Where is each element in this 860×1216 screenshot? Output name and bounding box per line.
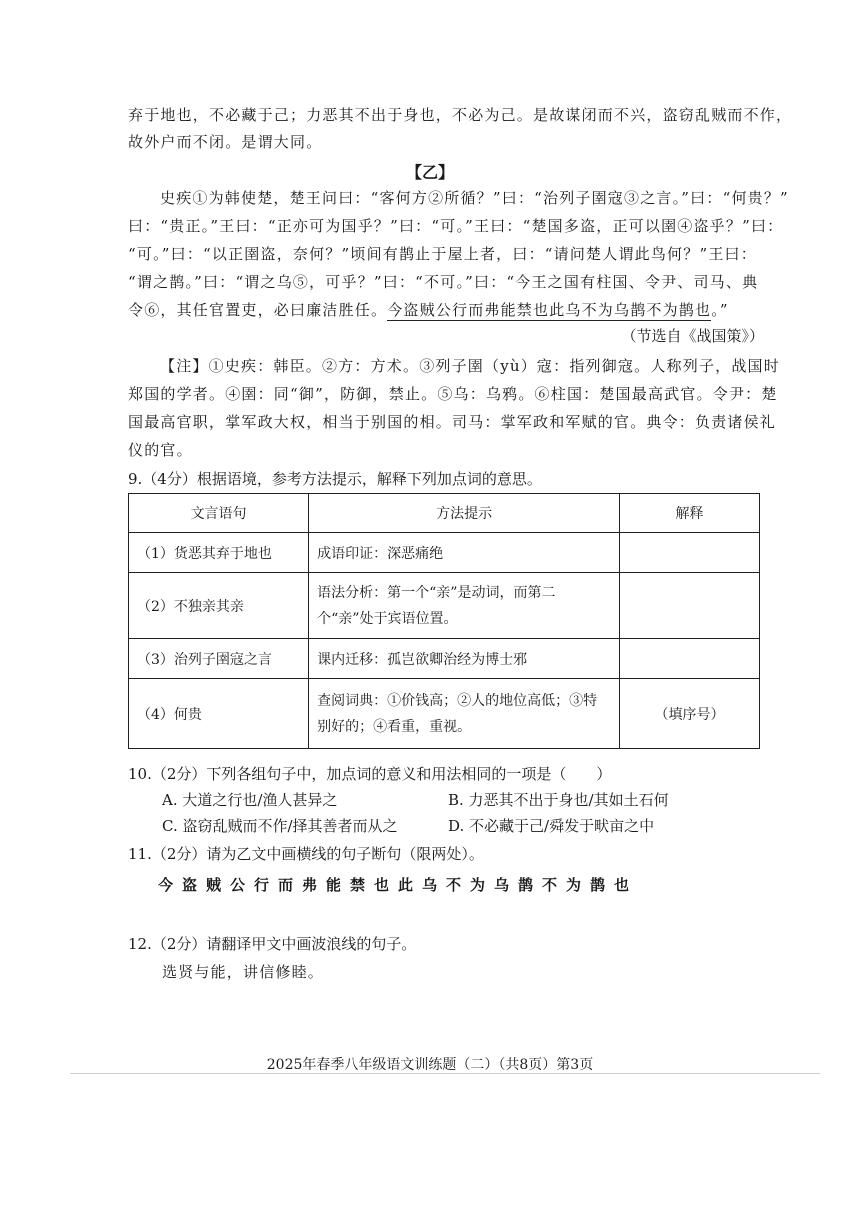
sentence-cell: （1）货恶其弃于地也	[129, 533, 309, 573]
notes-line: 仪的官。	[128, 441, 193, 459]
passage-yi-text: 。”	[711, 301, 729, 319]
question-12-stem: 12.（2分）请翻译甲文中画波浪线的句子。	[128, 935, 417, 953]
question-9-stem: 9.（4分）根据语境，参考方法提示，解释下列加点词的意思。	[128, 470, 542, 488]
sentence-cell: （3）治列子圉寇之言	[129, 639, 309, 679]
notes-line: 郑国的学者。④圉：同“御”，防御，禁止。⑤乌：乌鸦。⑥柱国：楚国最高武官。令尹：楚	[128, 385, 778, 403]
table-row	[129, 533, 760, 573]
hint-cell: 查阅词典：①价钱高；②人的地位高低；③特别好的；④看重，重视。	[309, 679, 620, 749]
notes-line: 【注】①史疾：韩臣。②方：方术。③列子圉（yù）寇：指列御寇。人称列子，战国时	[160, 357, 780, 375]
hint-cell: 课内迁移：孤岂欲卿治经为博士邪	[309, 639, 620, 679]
option-b[interactable]: B. 力恶其不出于身也/其如土石何	[448, 791, 669, 809]
page-footer: 2025年春季八年级语文训练题（二）（共8页）第3页	[266, 1057, 594, 1073]
sentence-cell: （4）何贵	[129, 679, 309, 749]
passage-yi-line	[128, 299, 729, 320]
table-row	[129, 679, 760, 749]
table-header: 方法提示	[309, 494, 620, 533]
sentence-to-punctuate: 今盗贼公行而弗能禁也此乌不为乌鹊不为鹊也	[158, 876, 639, 894]
answer-cell[interactable]	[620, 639, 760, 679]
underlined-sentence: 今盗贼公行而弗能禁也此乌不为乌鹊不为鹊也	[387, 301, 712, 319]
question-11-stem: 11.（2分）请为乙文中画横线的句子断句（限两处）。	[128, 845, 484, 863]
footer-divider	[70, 1073, 820, 1074]
answer-cell[interactable]	[620, 533, 760, 573]
passage-jia-line: 弃于地也，不必藏于己；力恶其不出于身也，不必为己。是故谋闭而不兴，盗窃乱贼而不作，	[128, 106, 793, 124]
sentence-cell: （2）不独亲其亲	[129, 573, 309, 639]
table-header: 解释	[620, 494, 760, 533]
answer-cell[interactable]	[620, 573, 760, 639]
notes-line: 国最高官职，掌军政大权，相当于别国的相。司马：掌军政和军赋的官。典令：负责诸侯礼	[128, 413, 777, 431]
answer-cell[interactable]: （填序号）	[620, 679, 760, 749]
source-citation: （节选自《战国策》）	[621, 327, 764, 345]
sentence-to-translate: 选贤与能，讲信修睦。	[162, 963, 325, 981]
table-row	[129, 573, 760, 639]
passage-jia-line: 故外户而不闭。是谓大同。	[128, 133, 323, 151]
passage-yi-line: “可。”曰：“以正圉盗，奈何？”顷间有鹊止于屋上者，曰：“请问楚人谓此鸟何？”王曰：	[128, 245, 757, 263]
table-row	[129, 639, 760, 679]
option-d[interactable]: D. 不必藏于己/舜发于畎亩之中	[448, 817, 655, 835]
passage-yi-text: 令⑥，其任官置吏，必曰廉洁胜任。	[128, 301, 388, 319]
passage-yi-line: 史疾①为韩使楚，楚王问曰：“客何方②所循？”曰：“治列子圉寇③之言。”曰：“何贵？”	[160, 189, 789, 207]
hint-cell: 成语印证：深恶痛绝	[309, 533, 620, 573]
option-a[interactable]: A. 大道之行也/渔人甚异之	[162, 791, 338, 809]
question-10-stem: 10.（2分）下列各组句子中，加点词的意义和用法相同的一项是（ ）	[128, 765, 612, 783]
table-header-row	[129, 494, 760, 533]
passage-yi-line: “谓之鹊。”曰：“谓之乌⑤，可乎？”曰：“不可。”曰：“今王之国有柱国、令尹、司马、典	[128, 273, 759, 291]
hint-cell: 语法分析：第一个“亲”是动词，而第二个“亲”处于宾语位置。	[309, 573, 620, 639]
passage-yi-line: 曰：“贵正。”王曰：“正亦可为国乎？”曰：“可。”王曰：“楚国多盗，正可以圉④盗乎？”曰：	[128, 217, 784, 235]
option-c[interactable]: C. 盗窃乱贼而不作/择其善者而从之	[162, 817, 398, 835]
passage-yi-heading: 【乙】	[405, 163, 454, 182]
table-header: 文言语句	[129, 494, 309, 533]
question-9-table	[128, 493, 760, 749]
